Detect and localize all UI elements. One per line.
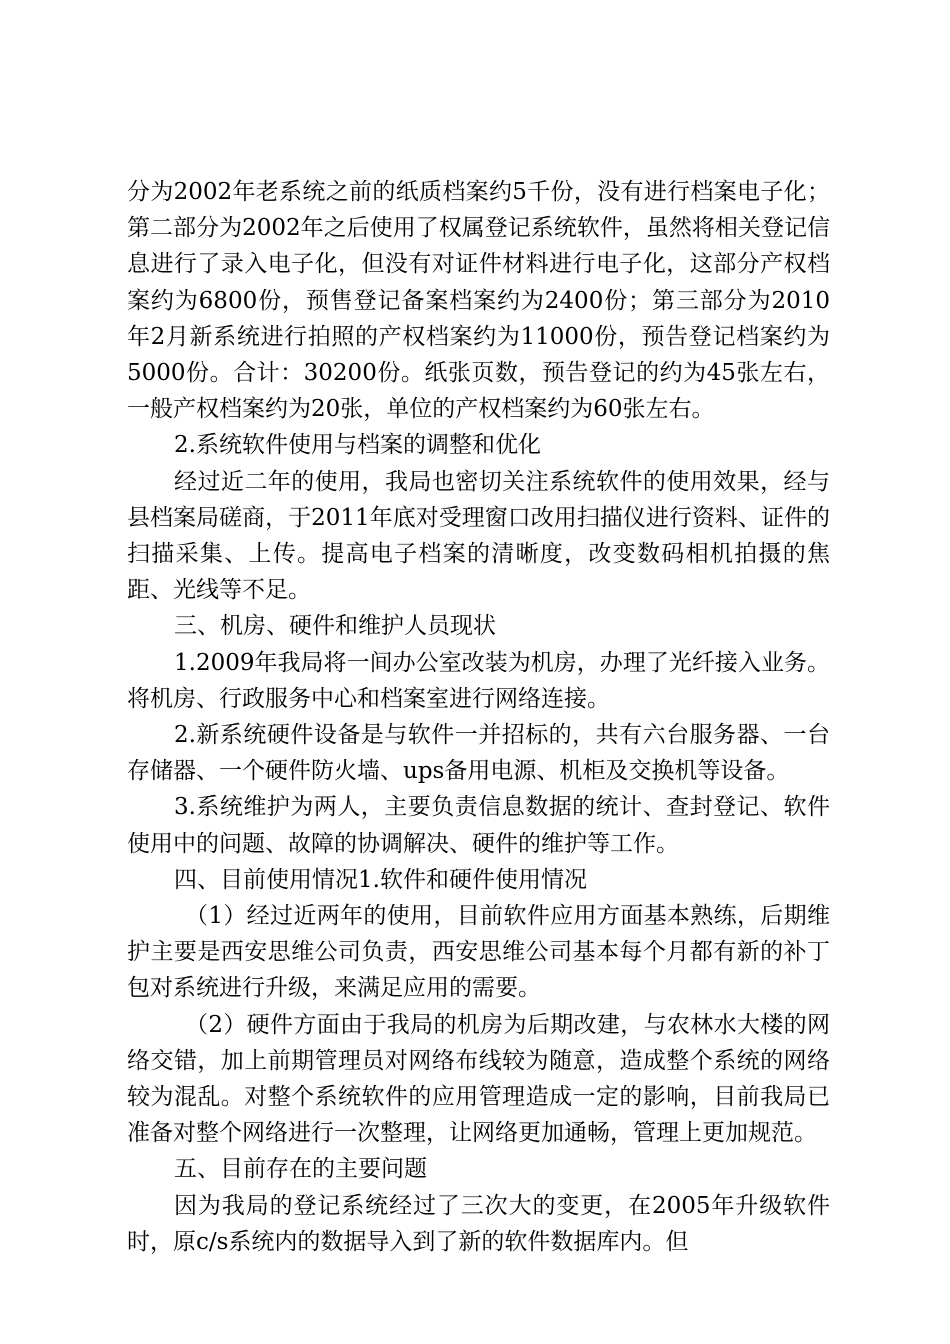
heading-software-adjustment: 2.系统软件使用与档案的调整和优化 xyxy=(174,432,541,459)
paragraph-archive-counts: 分为2002年老系统之前的纸质档案约5千份，没有进行档案电子化；第二部分为2002年之后使用了权属登记系统软件，虽然将相关登记信息进行了录入电子化，但没有对证件材料进行电子化，这部分产权档案约为6800份，预售登记备案档案约为2400份；第三部分为2010年2月新系统进行拍照的产权档案约为11000份，预告登记档案约为5000份。合计：30200份。纸张页数，预告登记的约为45张左右，一般产权档案约为20张，单位的产权档案约为60张左右。 xyxy=(127,179,830,423)
paragraph-hardware-usage: （2）硬件方面由于我局的机房为后期改建，与农林水大楼的网络交错，加上前期管理员对网络布线较为随意，造成整个系统的网络较为混乱。对整个系统软件的应用管理造成一定的影响，目前我局已准备对整个网络进行一次整理，让网络更加通畅，管理上更加规范。 xyxy=(127,1011,830,1147)
heading-hardware-status: 三、机房、硬件和维护人员现状 xyxy=(174,613,496,640)
paragraph-software-usage: （1）经过近两年的使用，目前软件应用方面基本熟练，后期维护主要是西安思维公司负责，西安思维公司基本每个月都有新的补丁包对系统进行升级，来满足应用的需要。 xyxy=(127,903,830,1002)
paragraph-hardware-equipment: 2.新系统硬件设备是与软件一并招标的，共有六台服务器、一台存储器、一个硬件防火墙、ups备用电源、机柜及交换机等设备。 xyxy=(127,722,830,785)
paragraph-maintenance-staff: 3.系统维护为两人，主要负责信息数据的统计、查封登记、软件使用中的问题、故障的协调解决、硬件的维护等工作。 xyxy=(127,794,830,857)
paragraph-main-problems: 因为我局的登记系统经过了三次大的变更，在2005年升级软件时，原c/s系统内的数据导入到了新的软件数据库内。但 xyxy=(127,1192,830,1255)
heading-current-usage: 四、目前使用情况1.软件和硬件使用情况 xyxy=(174,866,587,893)
paragraph-machine-room: 1.2009年我局将一间办公室改装为机房，办理了光纤接入业务。将机房、行政服务中心和档案室进行网络连接。 xyxy=(127,649,830,712)
paragraph-software-adjustment: 经过近二年的使用，我局也密切关注系统软件的使用效果，经与县档案局磋商，于2011年底对受理窗口改用扫描仪进行资料、证件的扫描采集、上传。提高电子档案的清晰度，改变数码相机拍摄的焦距、光线等不足。 xyxy=(127,468,830,604)
document-body xyxy=(127,174,830,1260)
heading-main-problems: 五、目前存在的主要问题 xyxy=(174,1156,427,1183)
